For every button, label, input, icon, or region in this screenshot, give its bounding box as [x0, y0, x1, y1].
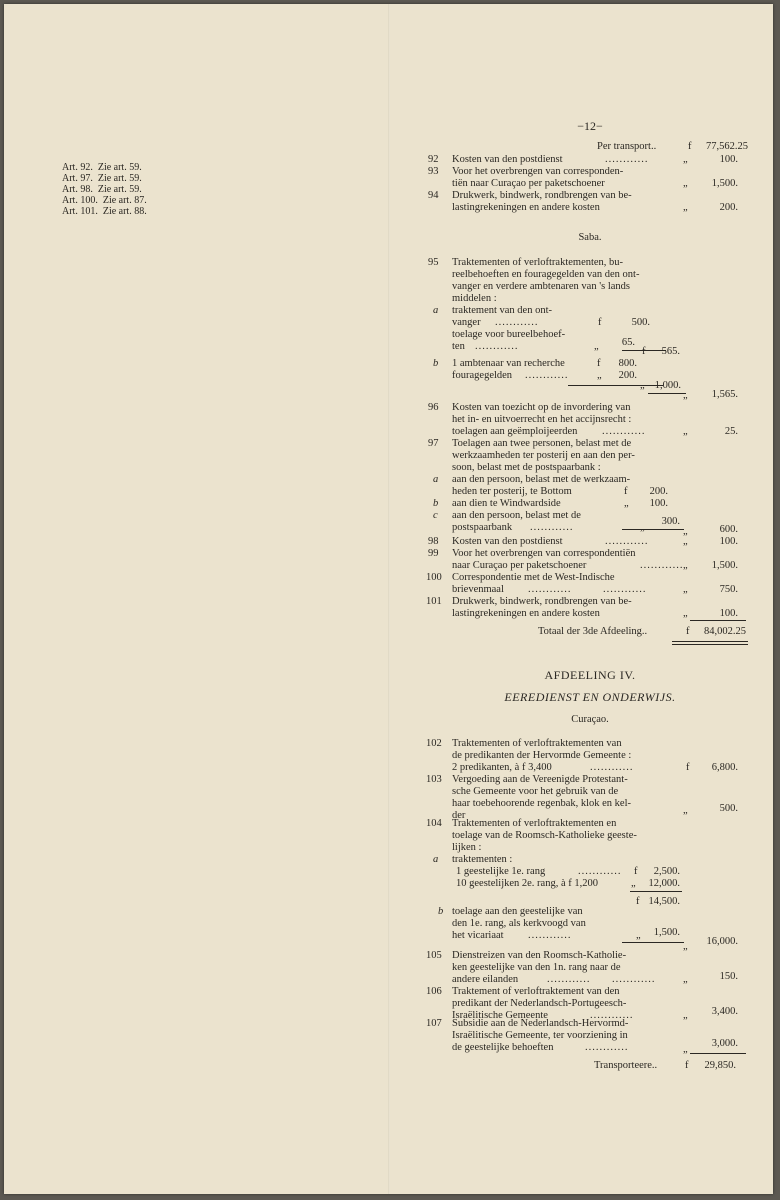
item-text: toelage van de Roomsch-Katholieke geeste-: [452, 830, 637, 841]
ditto-mark: „: [683, 536, 688, 547]
item-text: den 1e. rang, als kerkvoogd van: [452, 918, 586, 929]
sub-amount: 200.: [649, 486, 668, 497]
item-text: vanger: [452, 317, 481, 328]
leader-dots: ............: [547, 974, 591, 985]
currency-f: f: [634, 866, 638, 877]
item-amount: 1,565.: [711, 389, 738, 400]
rule: [690, 1053, 746, 1054]
item-text: brievenmaal: [452, 584, 504, 595]
rule: [648, 393, 686, 394]
item-number: 93: [428, 166, 439, 177]
rule: [630, 891, 682, 892]
item-text: Voor het overbrengen van corresponden-: [452, 166, 624, 177]
item-amount: 100.: [719, 154, 738, 165]
item-text: aan den persoon, belast met de: [452, 510, 581, 521]
item-text: reelbehoeften en fouragegelden van den ont-: [452, 269, 640, 280]
ditto-mark: „: [683, 426, 688, 437]
item-number: 103: [426, 774, 442, 785]
item-text: aan dien te Windwardside: [452, 498, 561, 509]
item-text: fouragegelden: [452, 370, 513, 381]
item-text: Traktementen of verloftraktementen van: [452, 738, 622, 749]
item-number: 102: [426, 738, 442, 749]
item-text: Toelagen aan twee personen, belast met de: [452, 438, 632, 449]
leader-dots: ............: [530, 522, 574, 533]
item-text: 2 predikanten, à f 3,400: [452, 762, 552, 773]
item-text: ken geestelijke van den 1n. rang naar de: [452, 962, 621, 973]
item-text: soon, belast met de postspaarbank :: [452, 462, 601, 473]
ditto-mark: „: [594, 341, 599, 352]
ditto-mark: „: [597, 370, 602, 381]
sub-letter: c: [433, 510, 438, 521]
item-text: Traktementen of verloftraktementen en: [452, 818, 617, 829]
item-number: 97: [428, 438, 439, 449]
transport-label: Transporteere..: [594, 1060, 658, 1071]
sub-total: 14,500.: [648, 896, 680, 907]
currency-f: f: [636, 896, 640, 907]
page-number: −12−: [577, 119, 603, 133]
transport-amount: 29,850.: [704, 1060, 736, 1071]
item-amount: 200.: [719, 202, 738, 213]
sub-total: 565.: [661, 346, 680, 357]
currency-f: f: [686, 626, 690, 637]
item-text: heden ter posterij, te Bottom: [452, 486, 572, 497]
item-text: toelage aan den geestelijke van: [452, 906, 583, 917]
ditto-mark: „: [683, 178, 688, 189]
margin-note: Art. 101. Zie art. 88.: [62, 206, 147, 217]
item-text: Vergoeding aan de Vereenigde Protestant-: [452, 774, 628, 785]
item-amount: 3,000.: [711, 1038, 738, 1049]
section-heading-afdeeling: AFDEELING IV.: [544, 668, 636, 682]
sub-amount: 500.: [631, 317, 650, 328]
item-amount: 750.: [719, 584, 738, 595]
currency-f: f: [686, 762, 690, 773]
leader-dots: ............: [585, 1042, 629, 1053]
sub-amount: 100.: [649, 498, 668, 509]
sub-amount: 1,500.: [653, 927, 680, 938]
ditto-mark: „: [640, 522, 645, 533]
item-amount: 500.: [719, 803, 738, 814]
rule: [622, 942, 684, 943]
item-text: Drukwerk, bindwerk, rondbrengen van be-: [452, 190, 632, 201]
item-number: 106: [426, 986, 442, 997]
page-fold: [388, 4, 390, 1194]
item-amount: 3,400.: [711, 1006, 738, 1017]
item-text: het in- en uitvoerrecht en het accijnsrecht :: [452, 414, 632, 425]
ditto-mark: „: [683, 941, 688, 952]
item-amount: 1,500.: [711, 560, 738, 571]
item-text: Kosten van den postdienst: [452, 154, 563, 165]
item-text: haar toebehoorende regenbak, klok en kel-: [452, 798, 632, 809]
ditto-mark: „: [683, 1044, 688, 1055]
item-text: 10 geestelijken 2e. rang, à f 1,200: [456, 878, 598, 889]
leader-dots: ............: [528, 930, 572, 941]
item-number: 104: [426, 818, 442, 829]
sub-letter: b: [438, 906, 444, 917]
item-amount: 150.: [719, 971, 738, 982]
ditto-mark: „: [683, 390, 688, 401]
item-text: aan den persoon, belast met de werkzaam-: [452, 474, 631, 485]
section-subheading: EEREDIENST EN ONDERWIJS.: [504, 690, 676, 704]
leader-dots: ............: [495, 317, 539, 328]
sub-amount: 12,000.: [648, 878, 680, 889]
sub-letter: a: [433, 305, 439, 316]
per-transport-amount: 77,562.25: [706, 141, 748, 152]
sub-amount: 300.: [661, 516, 680, 527]
item-text: toelage voor bureelbehoef-: [452, 329, 566, 340]
margin-note: Art. 97. Zie art. 59.: [62, 173, 142, 184]
item-amount: 1,500.: [711, 178, 738, 189]
item-text: lastingrekeningen en andere kosten: [452, 202, 600, 213]
item-amount: 100.: [719, 536, 738, 547]
item-text: Israëlitische Gemeente: [452, 1010, 548, 1021]
item-text: Drukwerk, bindwerk, rondbrengen van be-: [452, 596, 632, 607]
section-heading-curacao: Curaçao.: [571, 714, 609, 725]
item-text: traktement van den ont-: [452, 305, 553, 316]
sub-amount: 2,500.: [653, 866, 680, 877]
ditto-mark: „: [636, 930, 641, 941]
item-text: Kosten van den postdienst: [452, 536, 563, 547]
currency-f: f: [624, 486, 628, 497]
item-text: 1 geestelijke 1e. rang: [456, 866, 546, 877]
item-text: Voor het overbrengen van correspondentiën: [452, 548, 636, 559]
currency-f: f: [685, 1060, 689, 1071]
item-text: 1 ambtenaar van recherche: [452, 358, 565, 369]
item-text: het vicariaat: [452, 930, 504, 941]
leader-dots: ............: [590, 762, 634, 773]
rule: [672, 644, 748, 645]
ditto-mark: „: [683, 1010, 688, 1021]
section-heading-saba: Saba.: [578, 232, 602, 243]
total-amount: 84,002.25: [704, 626, 746, 637]
per-transport-label: Per transport..: [597, 141, 657, 152]
leader-dots: ............: [612, 974, 656, 985]
item-number: 98: [428, 536, 439, 547]
total-label: Totaal der 3de Afdeeling..: [538, 626, 648, 637]
margin-note: Art. 100. Zie art. 87.: [62, 195, 147, 206]
leader-dots: ............: [578, 866, 622, 877]
item-amount: 100.: [719, 608, 738, 619]
currency-f: f: [642, 346, 646, 357]
leader-dots: ............: [602, 426, 646, 437]
item-text: Traktementen of verloftraktementen, bu-: [452, 257, 624, 268]
item-text: de predikanten der Hervormde Gemeente :: [452, 750, 632, 761]
item-amount: 600.: [719, 524, 738, 535]
item-text: predikant der Nederlandsch-Portugeesch-: [452, 998, 627, 1009]
ditto-mark: „: [683, 608, 688, 619]
ditto-mark: „: [683, 526, 688, 537]
item-number: 95: [428, 257, 439, 268]
item-number: 99: [428, 548, 439, 559]
ditto-mark: „: [683, 974, 688, 985]
leader-dots: ............: [605, 154, 649, 165]
currency-f: f: [598, 317, 602, 328]
leader-dots: ............: [525, 370, 569, 381]
rule: [690, 620, 746, 621]
item-text: Subsidie aan de Nederlandsch-Hervormd-: [452, 1018, 629, 1029]
currency-f: f: [597, 358, 601, 369]
leader-dots: ............: [590, 1010, 634, 1021]
rule: [622, 529, 684, 530]
sub-letter: b: [433, 498, 439, 509]
ditto-mark: „: [683, 805, 688, 816]
sub-amount: 200.: [618, 370, 637, 381]
sub-letter: b: [433, 358, 439, 369]
item-text: Dienstreizen van den Roomsch-Katholie-: [452, 950, 627, 961]
item-text: Israëlitische Gemeente, ter voorziening in: [452, 1030, 628, 1041]
item-amount: 16,000.: [706, 936, 738, 947]
item-amount: 25.: [724, 426, 738, 437]
item-text: werkzaamheden ter posterij en aan den per-: [452, 450, 635, 461]
item-text: postspaarbank: [452, 522, 513, 533]
margin-note: Art. 92. Zie art. 59.: [62, 162, 142, 173]
item-amount: 6,800.: [711, 762, 738, 773]
item-text: lijken :: [452, 842, 482, 853]
item-text: de geestelijke behoeften: [452, 1042, 554, 1053]
item-number: 101: [426, 596, 442, 607]
rule: [672, 641, 748, 642]
item-number: 92: [428, 154, 439, 165]
ditto-mark: „: [624, 498, 629, 509]
sub-amount: 800.: [618, 358, 637, 369]
leader-dots: ............: [640, 560, 684, 571]
leader-dots: ............: [605, 536, 649, 547]
leader-dots: ............: [603, 584, 647, 595]
ditto-mark: „: [683, 584, 688, 595]
item-text: naar Curaçao per paketschoener: [452, 560, 587, 571]
item-number: 107: [426, 1018, 442, 1029]
item-text: middelen :: [452, 293, 497, 304]
item-number: 105: [426, 950, 442, 961]
item-text: tiën naar Curaçao per paketschoener: [452, 178, 605, 189]
item-text: Correspondentie met de West-Indische: [452, 572, 615, 583]
item-text: vanger en verdere ambtenaren van 's lands: [452, 281, 630, 292]
item-text: lastingrekeningen en andere kosten: [452, 608, 600, 619]
ditto-mark: „: [683, 154, 688, 165]
leader-dots: ............: [528, 584, 572, 595]
item-text: sche Gemeente voor het gebruik van de: [452, 786, 619, 797]
item-number: 94: [428, 190, 439, 201]
ditto-mark: „: [683, 202, 688, 213]
item-number: 100: [426, 572, 442, 583]
currency-f: f: [688, 141, 692, 152]
item-number: 96: [428, 402, 439, 413]
item-text: andere eilanden: [452, 974, 519, 985]
ditto-mark: „: [631, 878, 636, 889]
item-text: traktementen :: [452, 854, 513, 865]
margin-note: Art. 98. Zie art. 59.: [62, 184, 142, 195]
item-text: Traktement of verloftraktement van den: [452, 986, 620, 997]
item-text: toelagen aan geëmploijeerden: [452, 426, 578, 437]
sub-letter: a: [433, 474, 439, 485]
item-text: der: [452, 810, 466, 821]
item-text: Kosten van toezicht op de invordering van: [452, 402, 631, 413]
ditto-mark: „: [683, 560, 688, 571]
sub-total: 1,000.: [654, 380, 681, 391]
leader-dots: ............: [475, 341, 519, 352]
sub-amount: 65.: [621, 337, 635, 348]
ditto-mark: „: [640, 380, 645, 391]
sub-letter: a: [433, 854, 439, 865]
item-text: ten: [452, 341, 465, 352]
